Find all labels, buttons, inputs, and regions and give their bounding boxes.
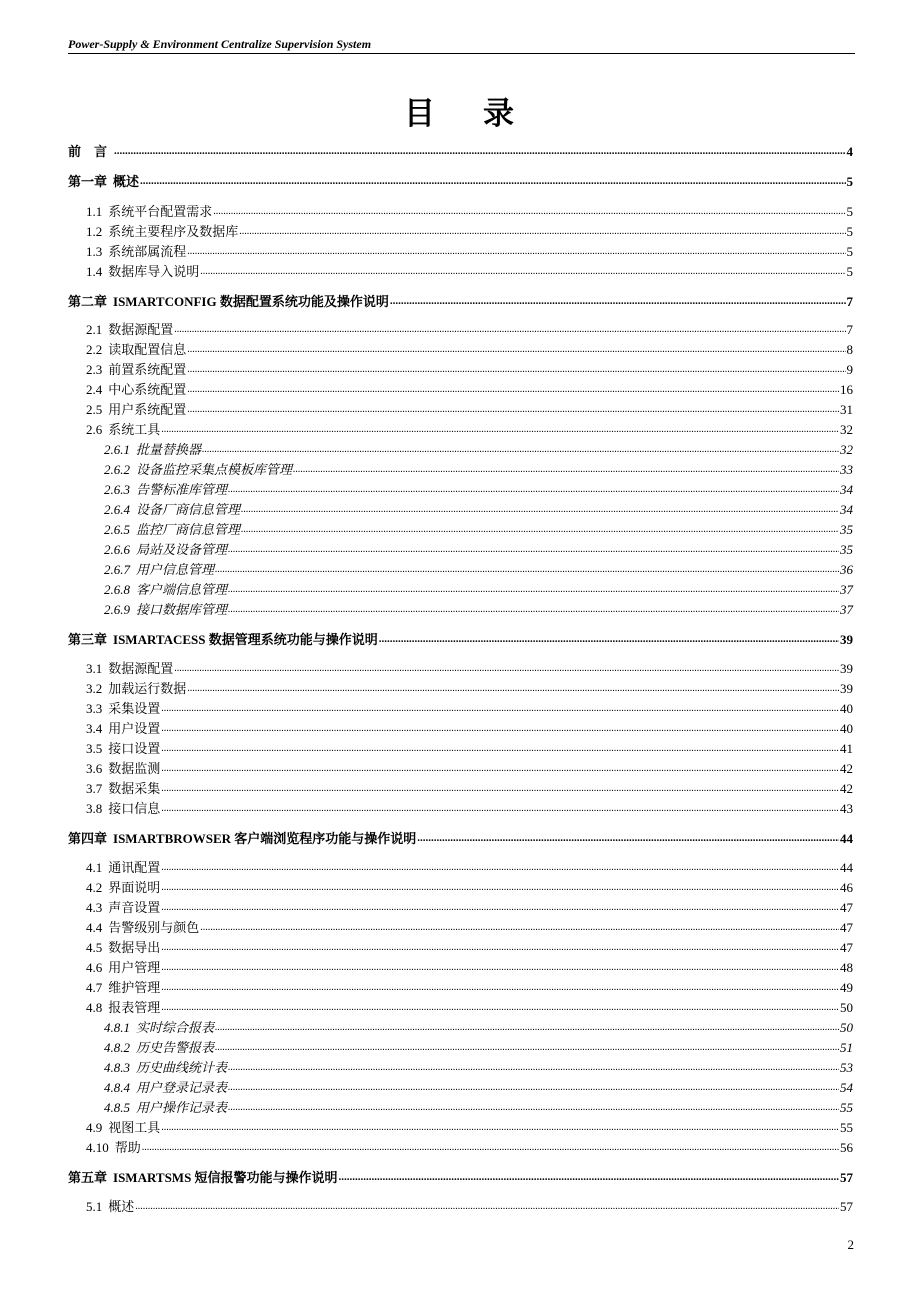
toc-entry-label: 用户操作记录表 [136,1100,228,1115]
toc-leader-dots [114,145,845,157]
toc-leader-dots [174,324,845,335]
toc-entry-label: 中心系统配置 [108,382,187,397]
toc-entry-label: 历史曲线统计表 [136,1060,228,1075]
toc-leader-dots [228,1062,839,1073]
toc-entry-label: 系统部属流程 [108,244,187,259]
toc-entry-label: 设备厂商信息管理 [136,502,241,517]
toc-leader-dots [161,723,839,734]
toc-entry-label: 用户登录记录表 [136,1080,228,1095]
toc-leader-dots [187,246,845,257]
toc-entry[interactable] [86,240,853,260]
toc-entry-number: 4.7 [86,980,103,995]
toc-entry-label: 告警级别与颜色 [108,920,200,935]
toc-entry-page: 16 [840,382,853,397]
toc-entry-page: 7 [846,322,853,337]
toc-leader-dots [174,663,839,674]
toc-entry-number: 3.5 [86,741,103,756]
toc-entry-number: 4.9 [86,1120,103,1135]
toc-entry[interactable] [104,1016,853,1036]
toc-leader-dots [187,404,839,415]
toc-entry-number: 第一章 [68,174,108,189]
toc-leader-dots [187,384,839,395]
toc-entry[interactable] [86,318,853,338]
toc-entry-number: 4.8.4 [104,1080,130,1095]
toc-entry-page: 32 [840,422,853,437]
toc-entry-number: 4.10 [86,1140,109,1155]
toc-entry-page: 42 [840,781,853,796]
toc-entry[interactable] [86,956,853,976]
toc-entry-label: ISMARTSMS 短信报警功能与操作说明 [113,1170,338,1185]
toc-entry[interactable] [86,338,853,358]
toc-leader-dots [215,1022,839,1033]
toc-entry-number: 1.4 [86,264,103,279]
toc-entry-page: 56 [840,1140,853,1155]
toc-entry-number: 2.1 [86,322,103,337]
toc-entry-page: 34 [840,502,853,517]
toc-entry-label: 声音设置 [108,900,161,915]
toc-entry-label: 客户端信息管理 [136,582,228,597]
toc-entry-label: 概述 [108,1199,135,1214]
toc-entry-number: 2.6.9 [104,602,130,617]
toc-entry-page: 57 [840,1199,853,1214]
toc-entry[interactable] [86,697,853,717]
toc-entry[interactable] [86,657,853,677]
toc-entry-page: 31 [840,402,853,417]
toc-entry-number: 2.6.7 [104,562,130,577]
toc-entry-label: 通讯配置 [108,860,161,875]
toc-leader-dots [228,604,839,615]
toc-entry-label: ISMARTBROWSER 客户端浏览程序功能与操作说明 [113,831,417,846]
toc-entry[interactable] [86,398,853,418]
toc-entry-page: 57 [840,1170,853,1185]
toc-leader-dots [228,1082,839,1093]
toc-entry-page: 48 [840,960,853,975]
toc-entry-label: 用户信息管理 [136,562,215,577]
toc-entry-label: 接口信息 [108,801,161,816]
toc-entry-label: 采集设置 [108,701,161,716]
toc-entry-number: 2.6.5 [104,522,130,537]
toc-entry-page: 33 [840,462,853,477]
toc-entry[interactable] [104,1076,853,1096]
toc-entry-label: 告警标准库管理 [136,482,228,497]
toc-entry-number: 3.6 [86,761,103,776]
toc-leader-dots [228,584,839,595]
toc-entry-label: 设备监控采集点模板库管理 [136,462,293,477]
toc-entry-number: 前 言 [68,144,108,159]
toc-entry[interactable] [104,598,853,618]
toc-entry-label: 系统平台配置需求 [108,204,213,219]
toc-entry-label: 局站及设备管理 [136,542,228,557]
toc-entry-label: 数据源配置 [108,322,174,337]
toc-entry-number: 4.8.5 [104,1100,130,1115]
toc-leader-dots [161,783,839,794]
toc-entry[interactable] [104,578,853,598]
toc-leader-dots [339,1171,839,1183]
toc-leader-dots [215,1042,839,1053]
toc-entry-page: 43 [840,801,853,816]
toc-entry[interactable] [86,876,853,896]
toc-entry-label: 加载运行数据 [108,681,187,696]
toc-entry-page: 50 [840,1020,853,1035]
toc-entry-number: 3.1 [86,661,103,676]
toc-leader-dots [228,544,839,555]
toc-entry[interactable] [86,1136,853,1156]
toc-entry-page: 9 [846,362,853,377]
toc-entry[interactable] [86,260,853,280]
toc-leader-dots [200,922,839,933]
toc-entry[interactable] [104,498,853,518]
toc-title-right: 录 [483,96,516,132]
toc-entry-page: 34 [840,482,853,497]
toc-entry-label: 概述 [113,174,140,189]
toc-entry-number: 3.2 [86,681,103,696]
toc-leader-dots [135,1201,839,1212]
toc-entry-page: 55 [840,1120,853,1135]
toc-entry-number: 4.8.3 [104,1060,130,1075]
toc-leader-dots [161,703,839,714]
toc-entry[interactable] [86,220,853,240]
toc-leader-dots [417,832,839,844]
toc-entry-number: 2.6 [86,422,103,437]
toc-entry-number: 2.6.4 [104,502,130,517]
toc-entry-number: 1.1 [86,204,103,219]
toc-entry-page: 5 [846,264,853,279]
toc-entry-number: 4.6 [86,960,103,975]
toc-entry-label: 数据导出 [108,940,161,955]
toc-entry[interactable] [104,1036,853,1056]
toc-entry-page: 55 [840,1100,853,1115]
toc-entry[interactable] [104,558,853,578]
toc-entry-label: 前置系统配置 [108,362,187,377]
toc-leader-dots [239,226,845,237]
toc-leader-dots [379,633,839,645]
toc-entry-page: 40 [840,701,853,716]
toc-entry-number: 4.2 [86,880,103,895]
toc-entry-number: 4.8.1 [104,1020,130,1035]
toc-entry[interactable] [104,538,853,558]
toc-leader-dots [161,1122,839,1133]
toc-entry[interactable] [104,1056,853,1076]
toc-entry-label: 界面说明 [108,880,161,895]
toc-entry[interactable] [86,677,853,697]
toc-entry-number: 1.2 [86,224,103,239]
toc-entry-number: 第四章 [68,831,108,846]
toc-entry-page: 40 [840,721,853,736]
toc-entry[interactable] [86,1116,853,1136]
toc-entry-number: 4.8 [86,1000,103,1015]
toc-entry[interactable] [68,140,853,160]
header-rule [68,53,855,54]
toc-leader-dots [213,206,845,217]
toc-entry-page: 35 [840,542,853,557]
toc-entry-label: 历史告警报表 [136,1040,215,1055]
toc-entry-label: ISMARTCONFIG 数据配置系统功能及操作说明 [113,294,389,309]
toc-entry-page: 35 [840,522,853,537]
toc-entry-page: 44 [840,831,853,846]
toc-entry-number: 4.3 [86,900,103,915]
toc-entry-label: 报表管理 [108,1000,161,1015]
toc-title [0,88,920,133]
toc-leader-dots [161,962,839,973]
toc-entry-number: 4.5 [86,940,103,955]
toc-entry[interactable] [86,717,853,737]
toc-leader-dots [140,175,845,187]
toc-entry[interactable] [86,797,853,817]
toc-entry[interactable] [86,757,853,777]
toc-entry-number: 4.1 [86,860,103,875]
toc-entry-number: 1.3 [86,244,103,259]
toc-entry-page: 39 [840,681,853,696]
toc-entry[interactable] [86,996,853,1016]
toc-entry[interactable] [86,358,853,378]
toc-entry-page: 36 [840,562,853,577]
toc-entry[interactable] [86,378,853,398]
toc-entry-page: 5 [846,174,853,189]
toc-entry-label: 读取配置信息 [108,342,187,357]
toc-entry-number: 2.5 [86,402,103,417]
toc-entry-label: 视图工具 [108,1120,161,1135]
toc-entry-number: 3.7 [86,781,103,796]
toc-leader-dots [241,504,839,515]
toc-entry-label: 帮助 [114,1140,141,1155]
toc-entry-label: 数据采集 [108,781,161,796]
toc-entry-page: 5 [846,244,853,259]
toc-entry-page: 5 [846,224,853,239]
toc-entry[interactable] [68,170,853,190]
toc-leader-dots [200,266,845,277]
toc-entry-number: 3.3 [86,701,103,716]
toc-entry-label: 数据监测 [108,761,161,776]
running-header: Power-Supply & Environment Centralize Supervision System [68,37,372,51]
toc-entry[interactable] [68,1166,853,1186]
toc-entry-number: 4.8.2 [104,1040,130,1055]
toc-leader-dots [187,364,845,375]
toc-entry-label: 数据库导入说明 [108,264,200,279]
toc-entry-page: 7 [846,294,853,309]
toc-entry-number: 3.4 [86,721,103,736]
toc-entry-page: 41 [840,741,853,756]
toc-entry[interactable] [86,777,853,797]
toc-entry[interactable] [68,827,853,847]
toc-leader-dots [161,882,839,893]
toc-entry[interactable] [104,458,853,478]
toc-entry-number: 3.8 [86,801,103,816]
toc-entry-label: 接口设置 [108,741,161,756]
toc-entry-label: ISMARTACESS 数据管理系统功能与操作说明 [113,632,378,647]
toc-leader-dots [161,803,839,814]
toc-entry-page: 54 [840,1080,853,1095]
toc-entry-number: 2.6.1 [104,442,130,457]
toc-entry-page: 50 [840,1000,853,1015]
toc-leader-dots [215,564,839,575]
toc-entry[interactable] [86,896,853,916]
toc-entry-label: 监控厂商信息管理 [136,522,241,537]
toc-entry-page: 32 [840,442,853,457]
toc-leader-dots [142,1142,839,1153]
toc-entry-label: 接口数据库管理 [136,602,228,617]
toc-entry-number: 2.6.8 [104,582,130,597]
toc-leader-dots [161,1002,839,1013]
toc-leader-dots [187,683,839,694]
toc-entry-number: 2.2 [86,342,103,357]
toc-entry-page: 49 [840,980,853,995]
toc-entry-page: 47 [840,940,853,955]
toc-entry-label: 实时综合报表 [136,1020,215,1035]
toc-entry-number: 第三章 [68,632,108,647]
toc-entry-label: 数据源配置 [108,661,174,676]
toc-leader-dots [202,444,839,455]
toc-entry-label: 维护管理 [108,980,161,995]
toc-leader-dots [293,464,839,475]
toc-entry-number: 2.6.3 [104,482,130,497]
toc-entry-page: 39 [840,661,853,676]
toc-leader-dots [390,295,846,307]
toc-leader-dots [228,484,839,495]
toc-entry[interactable] [104,438,853,458]
toc-leader-dots [161,942,839,953]
toc-entry-number: 2.4 [86,382,103,397]
toc-entry[interactable] [86,936,853,956]
toc-entry-number: 2.3 [86,362,103,377]
toc-entry-page: 44 [840,860,853,875]
toc-entry-page: 5 [846,204,853,219]
toc-entry[interactable] [86,418,853,438]
toc-entry-page: 39 [840,632,853,647]
toc-entry-page: 46 [840,880,853,895]
toc-entry-number: 2.6.2 [104,462,130,477]
toc-entry[interactable] [68,290,853,310]
toc-leader-dots [161,902,839,913]
toc-entry-page: 47 [840,920,853,935]
toc-entry-page: 53 [840,1060,853,1075]
toc-entry[interactable] [86,856,853,876]
toc-entry-number: 第二章 [68,294,108,309]
toc-entry[interactable] [86,916,853,936]
toc-entry-label: 批量替换器 [136,442,202,457]
toc-title-left: 目 [404,96,437,132]
toc-entry-number: 2.6.6 [104,542,130,557]
toc-entry-page: 37 [840,602,853,617]
toc-entry-page: 42 [840,761,853,776]
toc-leader-dots [161,743,839,754]
toc-entry-label: 用户设置 [108,721,161,736]
toc-entry[interactable] [104,1096,853,1116]
page-number: 2 [847,1237,854,1252]
toc-leader-dots [241,524,839,535]
toc-entry-number: 第五章 [68,1170,108,1185]
toc-entry-number: 4.4 [86,920,103,935]
toc-leader-dots [161,763,839,774]
toc-leader-dots [161,862,839,873]
toc-entry-page: 37 [840,582,853,597]
toc-entry[interactable] [86,200,853,220]
toc-entry[interactable] [104,478,853,498]
toc-entry-page: 47 [840,900,853,915]
toc-entry[interactable] [104,518,853,538]
toc-entry-page: 8 [846,342,853,357]
toc-entry-label: 用户管理 [108,960,161,975]
toc-entry-label: 系统工具 [108,422,161,437]
toc-entry-label: 系统主要程序及数据库 [108,224,239,239]
toc-entry[interactable] [86,737,853,757]
toc-entry-label: 用户系统配置 [108,402,187,417]
toc-entry[interactable] [86,1195,853,1215]
toc-leader-dots [161,982,839,993]
toc-entry-page: 4 [846,144,853,159]
toc-leader-dots [161,424,839,435]
toc-leader-dots [187,344,845,355]
toc-leader-dots [228,1102,839,1113]
toc-entry-page: 51 [840,1040,853,1055]
toc-entry[interactable] [68,628,853,648]
toc-entry[interactable] [86,976,853,996]
toc-entry-number: 5.1 [86,1199,103,1214]
